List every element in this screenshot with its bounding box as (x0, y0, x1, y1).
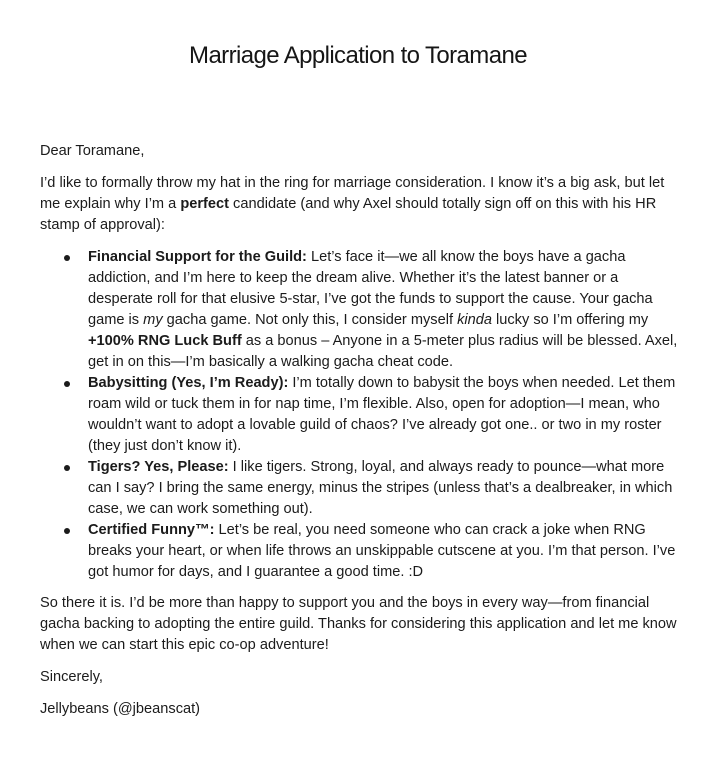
item-emphasis: my (143, 312, 163, 328)
item-heading: Tigers? Yes, Please: (88, 459, 229, 475)
item-text: I like tigers. Strong, loyal, and always ready to pounce—what more can I say? I bring the same energy, minus the stripes (unless that’s a dealbreaker, in which case, we can work something out). (88, 459, 673, 517)
intro-emphasis: perfect (180, 196, 229, 212)
qualifications-list (40, 247, 680, 583)
bullet-icon (64, 255, 70, 261)
signature: Jellybeans (@jbeanscat) (40, 701, 201, 717)
signoff: Sincerely, (40, 669, 103, 685)
letter-body (40, 141, 680, 731)
document-title: Marriage Application to Toramane (189, 42, 527, 69)
item-bold: +100% RNG Luck Buff (88, 333, 242, 349)
item-text: as a bonus – Anyone in a 5-meter plus radius will be blessed. Axel, get in on this—I’m basically a walking gacha cheat code. (88, 333, 678, 370)
item-text: lucky so I’m offering my (491, 312, 649, 328)
item-text: Let’s be real, you need someone who can crack a joke when RNG breaks your heart, or when life throws an unskippable cutscene at you. I’m that person. I’ve got humor for days, and I guarantee a good time. :D (88, 522, 676, 580)
bullet-icon (64, 381, 70, 387)
item-emphasis: kinda (457, 312, 492, 328)
item-heading: Financial Support for the Guild: (88, 249, 307, 265)
bullet-icon (64, 465, 70, 471)
intro-paragraph (40, 173, 680, 236)
salutation: Dear Toramane, (40, 143, 145, 159)
intro-text-c: candidate (and why Axel should totally sign off on this with his HR stamp of approval): (40, 196, 657, 233)
item-heading: Certified Funny™: (88, 522, 215, 538)
bullet-icon (64, 528, 70, 534)
item-text: I’m totally down to babysit the boys when needed. Let them roam wild or tuck them in for nap time, I’m flexible. Also, open for adoption—I mean, who wouldn’t want to adopt a lovable guild of chaos? I’ve already got one.. or two in my roster (they just don’t know it). (88, 375, 676, 454)
list-item-certified-funny (88, 520, 680, 583)
list-item-tigers (88, 457, 680, 520)
item-text: Let’s face it—we all know the boys have a gacha addiction, and I’m here to keep the dream alive. Whether it’s the latest banner or a desperate roll for that elusive 5-star, I’ve got the funds to support the cause. Your gacha game is (88, 249, 653, 328)
list-item-babysitting (88, 373, 680, 457)
closing-paragraph: So there it is. I’d be more than happy to support you and the boys in every way—from financial gacha backing to adopting the entire guild. Thanks for considering this application and let me know when we can start this epic co-op adventure! (40, 595, 677, 653)
item-heading: Babysitting (Yes, I’m Ready): (88, 375, 289, 391)
item-text: gacha game. Not only this, I consider myself (162, 312, 458, 328)
intro-text-a: I’d like to formally throw my hat in the ring for marriage consideration. I know it’s a big ask, but let me explain why I’m a (40, 175, 665, 212)
list-item-financial-support (88, 247, 680, 373)
